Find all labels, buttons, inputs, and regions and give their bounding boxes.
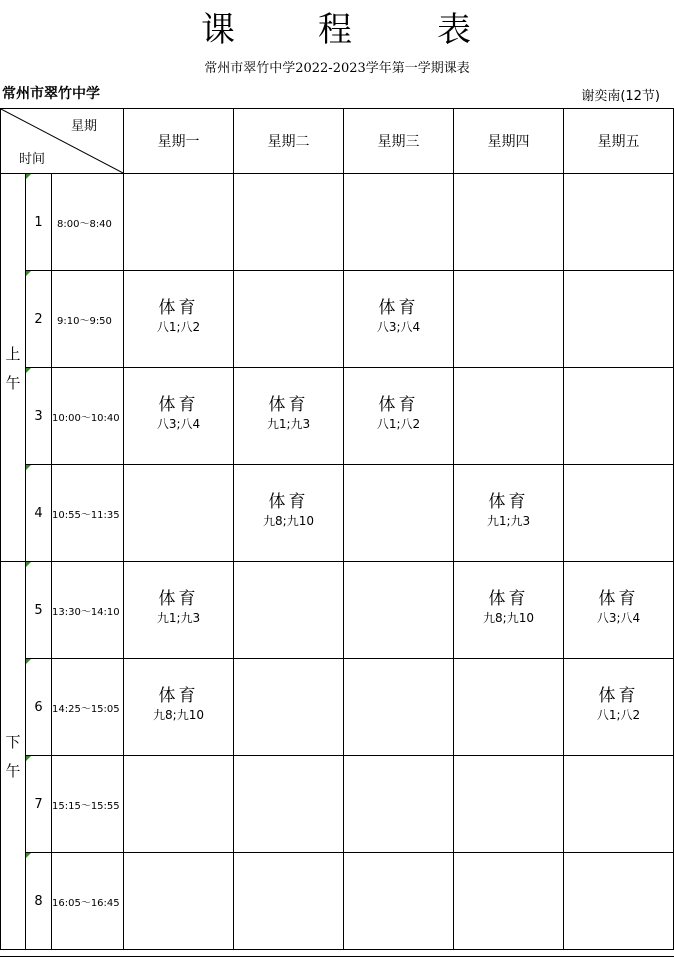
class-cell-wed bbox=[344, 853, 454, 950]
class-group-label: 九1;九3 bbox=[156, 611, 201, 625]
title-char-2: 程 bbox=[318, 10, 352, 50]
class-cell-wed bbox=[344, 659, 454, 756]
comment-marker-icon bbox=[26, 853, 31, 858]
title-char-3: 表 bbox=[437, 10, 471, 50]
class-cell-wed bbox=[344, 368, 454, 465]
period-number-text: 5 bbox=[34, 602, 43, 618]
class-cell-mon bbox=[124, 174, 234, 271]
class-group-label: 八3;八4 bbox=[376, 320, 421, 334]
comment-marker-icon bbox=[26, 368, 31, 373]
afternoon-label bbox=[1, 562, 26, 950]
class-cell-thu bbox=[454, 756, 564, 853]
period-time-text: 13:30～14:10 bbox=[52, 606, 120, 618]
class-cell-wed bbox=[344, 465, 454, 562]
class-cell-tue bbox=[234, 756, 344, 853]
half-label-char: 午 bbox=[5, 761, 21, 780]
class-group-label: 八3;八4 bbox=[156, 417, 201, 431]
class-group-label: 九1;九3 bbox=[486, 514, 531, 528]
period-number bbox=[26, 756, 52, 853]
subject-label: 体育 bbox=[158, 298, 199, 318]
class-cell-tue bbox=[234, 271, 344, 368]
period-number bbox=[26, 368, 52, 465]
class-cell-tue bbox=[234, 562, 344, 659]
school-name: 常州市翠竹中学 bbox=[2, 86, 100, 102]
class-cell-fri bbox=[564, 368, 674, 465]
comment-marker-icon bbox=[26, 174, 31, 179]
morning-label bbox=[1, 174, 26, 562]
class-cell-wed bbox=[344, 174, 454, 271]
subject-label: 体育 bbox=[598, 686, 639, 706]
class-cell-tue bbox=[234, 465, 344, 562]
comment-marker-icon bbox=[26, 756, 31, 761]
subject-label: 体育 bbox=[488, 492, 529, 512]
period-time-text: 8:00～8:40 bbox=[57, 218, 112, 230]
period-row bbox=[1, 756, 674, 853]
day-header-fri: 星期五 bbox=[564, 109, 674, 174]
class-cell-fri bbox=[564, 271, 674, 368]
period-time bbox=[52, 465, 124, 562]
subject-label: 体育 bbox=[158, 395, 199, 415]
period-number bbox=[26, 659, 52, 756]
timetable bbox=[0, 108, 674, 950]
period-time-text: 15:15～15:55 bbox=[52, 800, 120, 812]
class-cell-thu bbox=[454, 659, 564, 756]
subject-label: 体育 bbox=[268, 492, 309, 512]
header-row bbox=[1, 109, 674, 174]
corner-label-time: 时间 bbox=[19, 152, 46, 167]
corner-label-day: 星期 bbox=[71, 119, 98, 134]
class-cell-mon bbox=[124, 271, 234, 368]
class-cell-thu bbox=[454, 853, 564, 950]
period-number-text: 6 bbox=[34, 699, 43, 715]
class-cell-tue bbox=[234, 174, 344, 271]
period-time-text: 14:25～15:05 bbox=[52, 703, 120, 715]
subject-label: 体育 bbox=[378, 298, 419, 318]
day-header-wed: 星期三 bbox=[344, 109, 454, 174]
period-time bbox=[52, 368, 124, 465]
period-row bbox=[1, 465, 674, 562]
period-time bbox=[52, 659, 124, 756]
class-cell-fri bbox=[564, 756, 674, 853]
comment-marker-icon bbox=[26, 271, 31, 276]
class-group-label: 九1;九3 bbox=[266, 417, 311, 431]
subject-label: 体育 bbox=[158, 589, 199, 609]
class-cell-wed bbox=[344, 562, 454, 659]
class-cell-fri bbox=[564, 465, 674, 562]
class-cell-thu bbox=[454, 465, 564, 562]
class-group-label: 八1;八2 bbox=[156, 320, 201, 334]
class-cell-thu bbox=[454, 368, 564, 465]
period-number-text: 3 bbox=[34, 408, 43, 424]
period-time bbox=[52, 271, 124, 368]
class-cell-mon bbox=[124, 756, 234, 853]
day-header-thu: 星期四 bbox=[454, 109, 564, 174]
page-subtitle: 常州市翠竹中学2022-2023学年第一学期课表 bbox=[204, 61, 470, 76]
class-cell-mon bbox=[124, 659, 234, 756]
period-row bbox=[1, 659, 674, 756]
class-cell-thu bbox=[454, 271, 564, 368]
class-group-label: 九8;九10 bbox=[483, 611, 534, 625]
comment-marker-icon bbox=[26, 659, 31, 664]
period-time-text: 10:00～10:40 bbox=[52, 412, 120, 424]
subject-label: 体育 bbox=[158, 686, 199, 706]
class-cell-mon bbox=[124, 465, 234, 562]
class-cell-tue bbox=[234, 659, 344, 756]
class-cell-tue bbox=[234, 853, 344, 950]
class-cell-fri bbox=[564, 174, 674, 271]
period-row bbox=[1, 368, 674, 465]
day-header-mon: 星期一 bbox=[124, 109, 234, 174]
period-number-text: 1 bbox=[34, 214, 43, 230]
class-group-label: 九8;九10 bbox=[153, 708, 204, 722]
period-number bbox=[26, 174, 52, 271]
teacher-name: 谢奕南(12节) bbox=[581, 89, 660, 104]
period-time-text: 16:05～16:45 bbox=[52, 897, 120, 909]
bottom-border bbox=[0, 956, 674, 957]
period-time bbox=[52, 562, 124, 659]
period-time-text: 9:10～9:50 bbox=[57, 315, 112, 327]
class-group-label: 八3;八4 bbox=[596, 611, 641, 625]
class-cell-thu bbox=[454, 174, 564, 271]
period-number bbox=[26, 465, 52, 562]
class-group-label: 八1;八2 bbox=[376, 417, 421, 431]
half-label-char: 下 bbox=[5, 732, 21, 751]
class-cell-mon bbox=[124, 368, 234, 465]
subject-label: 体育 bbox=[488, 589, 529, 609]
subject-label: 体育 bbox=[268, 395, 309, 415]
period-number-text: 2 bbox=[34, 311, 43, 327]
subject-label: 体育 bbox=[598, 589, 639, 609]
comment-marker-icon bbox=[26, 465, 31, 470]
period-row bbox=[1, 271, 674, 368]
page-title bbox=[0, 8, 674, 52]
subject-label: 体育 bbox=[378, 395, 419, 415]
corner-cell bbox=[1, 109, 124, 174]
half-label-char: 午 bbox=[5, 373, 21, 392]
period-time-text: 10:55～11:35 bbox=[52, 509, 120, 521]
class-cell-mon bbox=[124, 853, 234, 950]
class-cell-fri bbox=[564, 853, 674, 950]
period-time bbox=[52, 853, 124, 950]
class-cell-fri bbox=[564, 562, 674, 659]
class-group-label: 九8;九10 bbox=[263, 514, 314, 528]
period-number bbox=[26, 853, 52, 950]
class-cell-fri bbox=[564, 659, 674, 756]
class-cell-thu bbox=[454, 562, 564, 659]
period-number-text: 7 bbox=[34, 796, 43, 812]
period-time bbox=[52, 174, 124, 271]
class-cell-wed bbox=[344, 756, 454, 853]
day-header-tue: 星期二 bbox=[234, 109, 344, 174]
period-row bbox=[1, 853, 674, 950]
period-number-text: 4 bbox=[34, 505, 43, 521]
comment-marker-icon bbox=[26, 562, 31, 567]
period-number-text: 8 bbox=[34, 893, 43, 909]
class-cell-tue bbox=[234, 368, 344, 465]
period-row bbox=[1, 174, 674, 271]
half-label-char: 上 bbox=[5, 344, 21, 363]
class-cell-mon bbox=[124, 562, 234, 659]
class-cell-wed bbox=[344, 271, 454, 368]
title-char-1: 课 bbox=[201, 10, 235, 50]
period-number bbox=[26, 271, 52, 368]
period-number bbox=[26, 562, 52, 659]
class-group-label: 八1;八2 bbox=[596, 708, 641, 722]
period-time bbox=[52, 756, 124, 853]
period-row bbox=[1, 562, 674, 659]
